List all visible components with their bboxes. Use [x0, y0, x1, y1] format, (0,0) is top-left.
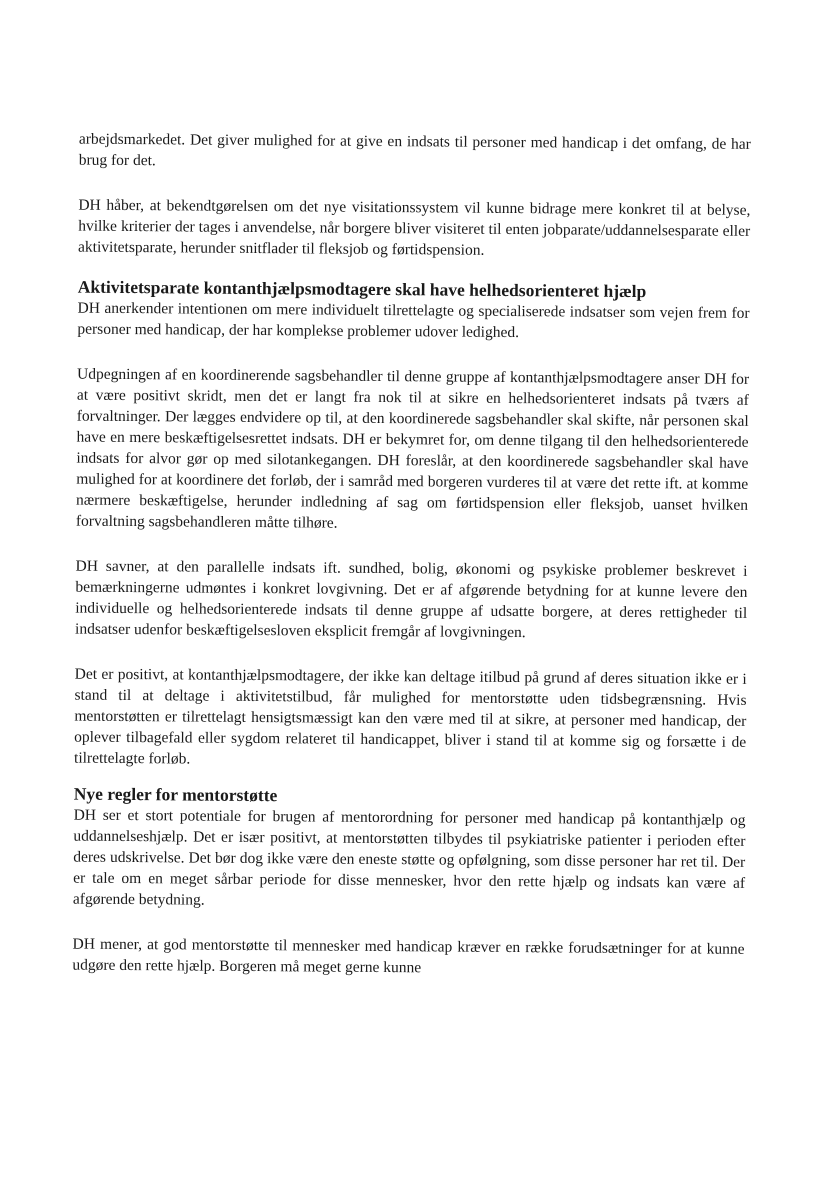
section-mentorstotte	[72, 783, 745, 981]
intro-paragraph-1: arbejdsmarkedet. Det giver mulighed for at give en indsats til personer med handicap i det omfang, de har brug for det.	[78, 130, 751, 170]
document-body	[72, 129, 751, 1005]
section-paragraph: DH mener, at god mentorstøtte til mennesker med handicap kræver en række forudsætninger for at kunne udgøre den rette hjælp. Borgeren må meget gerne kunne	[72, 935, 745, 977]
intro-paragraph-2: DH håber, at bekendtgørelsen om det nye visitationssystem vil kunne bidrage mere konkret til at belyse, hvilke kriterier der tages i anvendelse, når borgere bliver visiteret til enten jobparate/uddannelsesparate eller aktivitetsparate, herunder snitflader til fleksjob og førtidspension.	[77, 196, 751, 259]
section-paragraph: DH savner, at den parallelle indsats ift. sundhed, bolig, økonomi og psykiske problemer beskrevet i bemærkningerne udmøntes i konkret lovgivning. Det er af afgørende betydning for at kunne levere den individuelle og helhedsorienterede indsats til denne gruppe af udsatte borgere, at deres rettigheder til indsatser udenfor beskæftigelsesloven eksplicit fremgår af lovgivningen.	[74, 557, 748, 642]
section-paragraph: Udpegningen af en koordinerende sagsbehandler til denne gruppe af kontanthjælpsmodtagere anser DH for at være positivt skridt, men det er langt fra nok til at sikre en helhedsorienteret indsats på tværs af forvaltninger. Der lægges endvidere op til, at den koordinerede sagsbehandler skal skifte, når personen skal have en mere beskæftigelsesrettet indsats. DH er bekymret for, om denne tilgang til den helhedsorienterede indsats for alvor gør op med silotankegangen. DH foreslår, at den koordinerede sagsbehandler skal have mulighed for at koordinere det forløb, der i samråd med borgeren vurderes til at være det rette ift. at komme nærmere beskæftigelse, herunder indledning af sag om førtidspension eller fleksjob, uanset hvilken forvaltning sagsbehandleren måtte tilhøre.	[75, 365, 750, 532]
section-heading: Aktivitetsparate kontanthjælpsmodtagere skal have helhedsorienteret hjælp	[77, 276, 647, 302]
section-aktivitetsparate	[74, 276, 750, 774]
section-heading: Nye regler for mentorstøtte	[73, 783, 278, 806]
section-paragraph: Det er positivt, at kontanthjælpsmodtagere, der ikke kan deltage itilbud på grund af deres situation ikke er i stand til at deltage i aktivitetstilbud, får mulighed for mentorstøtte uden tidsbegrænsning. Hvis mentorstøtten er tilrettelagt hensigtsmæssigt kan den være med til at sikre, at personer med handicap, der oplever tilbagefald eller sygdom relateret til handicappet, bliver i stand til at komme sig og forsætte i de tilrettelagte forløb.	[73, 665, 747, 768]
section-paragraph: DH ser et stort potentiale for brugen af mentorordning for personer med handicap på kontanthjælp og uddannelseshjælp. Det er især positivt, at mentorstøtten tilbydes til psykiatriske patienter i perioden efter deres udskrivelse. Det bør dog ikke være den eneste støtte og opfølgning, som disse personer har ret til. Der er tale om en meget sårbar periode for disse mennesker, hvor den rette hjælp og indsats kan være af afgørende betydning.	[72, 806, 746, 909]
section-paragraph: DH anerkender intentionen om mere individuelt tilrettelagte og specialiserede indsatser som vejen frem for personer med handicap, der har komplekse problemer udover ledighed.	[77, 299, 750, 342]
